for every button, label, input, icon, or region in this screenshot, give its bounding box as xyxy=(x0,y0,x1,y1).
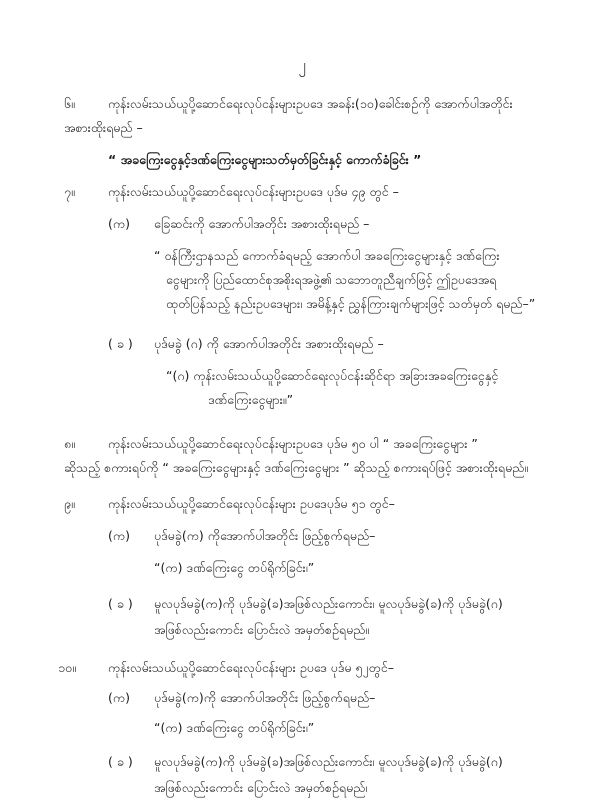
section-10-a-text: ပုဒ်မခွဲ(က)ကို အောက်ပါအတိုင်း ဖြည့်စွက်ရမည်– xyxy=(154,690,376,705)
section-6-line-2: အစားထိုးရမည် – xyxy=(64,120,143,135)
section-10-a-label: (က) xyxy=(108,690,130,705)
section-10-b-line-2: အဖြစ်လည်းကောင်း ပြောင်းလဲ အမှတ်စဉ်ရမည်၊ xyxy=(154,780,368,795)
section-6-heading: “ အခကြေးငွေနှင့်ဒဏ်ကြေးငွေများသတ်မှတ်ခြင်းနှင့် ကောက်ခံခြင်း ” xyxy=(108,152,422,167)
section-9-a-text: ပုဒ်မခွဲ(က) ကိုအောက်ပါအတိုင်း ဖြည့်စွက်ရမည်– xyxy=(154,528,376,543)
section-9-b-line-2: အဖြစ်လည်းကောင်း ပြောင်းလဲ အမှတ်စဉ်ရမည်။ xyxy=(154,622,370,637)
section-9-b-line-1: မူလပုဒ်မခွဲ(က)ကို ပုဒ်မခွဲ(ခ)အဖြစ်လည်းကောင်း၊ မူလပုဒ်မခွဲ(ခ)ကို ပုဒ်မခွဲ(ဂ) xyxy=(154,596,503,611)
section-7-line-1: ကုန်းလမ်းသယ်ယူပို့ဆောင်ရေးလုပ်ငန်းများဥပဒေ ပုဒ်မ ၄၉ တွင် – xyxy=(108,184,399,199)
section-7-number: ၇။ xyxy=(64,184,75,199)
section-7-b-label: ( ခ ) xyxy=(108,336,133,351)
section-6-line-1: ကုန်းလမ်းသယ်ယူပို့ဆောင်ရေးလုပ်ငန်းများဥပဒေ အခန်း(၁၀)ခေါင်းစဉ်ကို အောက်ပါအတိုင်း xyxy=(108,96,513,111)
section-7-b-quote-2: ဒဏ်ကြေးငွေများ။” xyxy=(208,392,294,407)
section-8-number: ၈။ xyxy=(64,436,75,451)
section-8-line-2: ဆိုသည့် စကားရပ်ကို “ အခကြေးငွေများနှင့် ဒဏ်ကြေးငွေများ ” ဆိုသည့် စကားရပ်ဖြင့် အစားထိုးရမည်။ xyxy=(64,460,529,475)
section-8-line-1: ကုန်းလမ်းသယ်ယူပို့ဆောင်ရေးလုပ်ငန်းများဥပဒေ ပုဒ်မ ၅၀ ပါ “ အခကြေးငွေများ ” xyxy=(108,436,478,451)
section-6-number: ၆။ xyxy=(64,96,75,111)
section-7-a-quote-3: ထုတ်ပြန်သည့် နည်းဥပဒေများ၊ အမိန့်နှင့် ညွှန်ကြားချက်များဖြင့် သတ်မှတ် ရမည်–” xyxy=(166,296,536,311)
section-10-a-quote-1: “(က) ဒဏ်ကြေးငွေ တပ်ရိုက်ခြင်း၊” xyxy=(154,720,315,735)
section-7-a-text: ခြေဆင်းကို အောက်ပါအတိုင်း အစားထိုးရမည် – xyxy=(154,216,370,231)
section-7-a-quote-2: ငွေများကို ပြည်ထောင်စုအစိုးရအဖွဲ့၏ သဘောတူညီချက်ဖြင့် ဤဥပဒေအရ xyxy=(166,272,497,287)
section-7-b-quote-1: “(ဂ) ကုန်းလမ်းသယ်ယူပို့ဆောင်ရေးလုပ်ငန်းဆိုင်ရာ အခြားအခကြေးငွေနှင့် xyxy=(166,368,499,383)
section-10-line-1: ကုန်းလမ်းသယ်ယူပို့ဆောင်ရေးလုပ်ငန်းများ ဥပဒေ ပုဒ်မ ၅၂တွင်– xyxy=(108,660,394,675)
page-number: ၂ xyxy=(298,56,306,74)
section-9-line-1: ကုန်းလမ်းသယ်ယူပို့ဆောင်ရေးလုပ်ငန်းများ ဥပဒေပုဒ်မ ၅၁ တွင်– xyxy=(108,496,395,511)
section-7-a-label: (က) xyxy=(108,216,130,231)
section-10-number: ၁၀။ xyxy=(58,660,76,675)
section-9-a-quote-1: “(က) ဒဏ်ကြေးငွေ တပ်ရိုက်ခြင်း၊” xyxy=(154,560,315,575)
section-9-b-label: ( ခ ) xyxy=(108,596,133,611)
section-9-number: ၉။ xyxy=(64,496,75,511)
section-7-a-quote-1: “ ဝန်ကြီးဌာနသည် ကောက်ခံရမည့် အောက်ပါ အခကြေးငွေများနှင့် ဒဏ်ကြေး xyxy=(154,248,500,263)
section-10-b-line-1: မူလပုဒ်မခွဲ(က)ကို ပုဒ်မခွဲ(ခ)အဖြစ်လည်းကောင်း၊ မူလပုဒ်မခွဲ(ခ)ကို ပုဒ်မခွဲ(ဂ) xyxy=(154,754,503,769)
section-10-b-label: ( ခ ) xyxy=(108,754,133,769)
section-7-b-text: ပုဒ်မခွဲ (ဂ) ကို အောက်ပါအတိုင်း အစားထိုးရမည် – xyxy=(154,336,384,351)
section-9-a-label: (က) xyxy=(108,528,130,543)
